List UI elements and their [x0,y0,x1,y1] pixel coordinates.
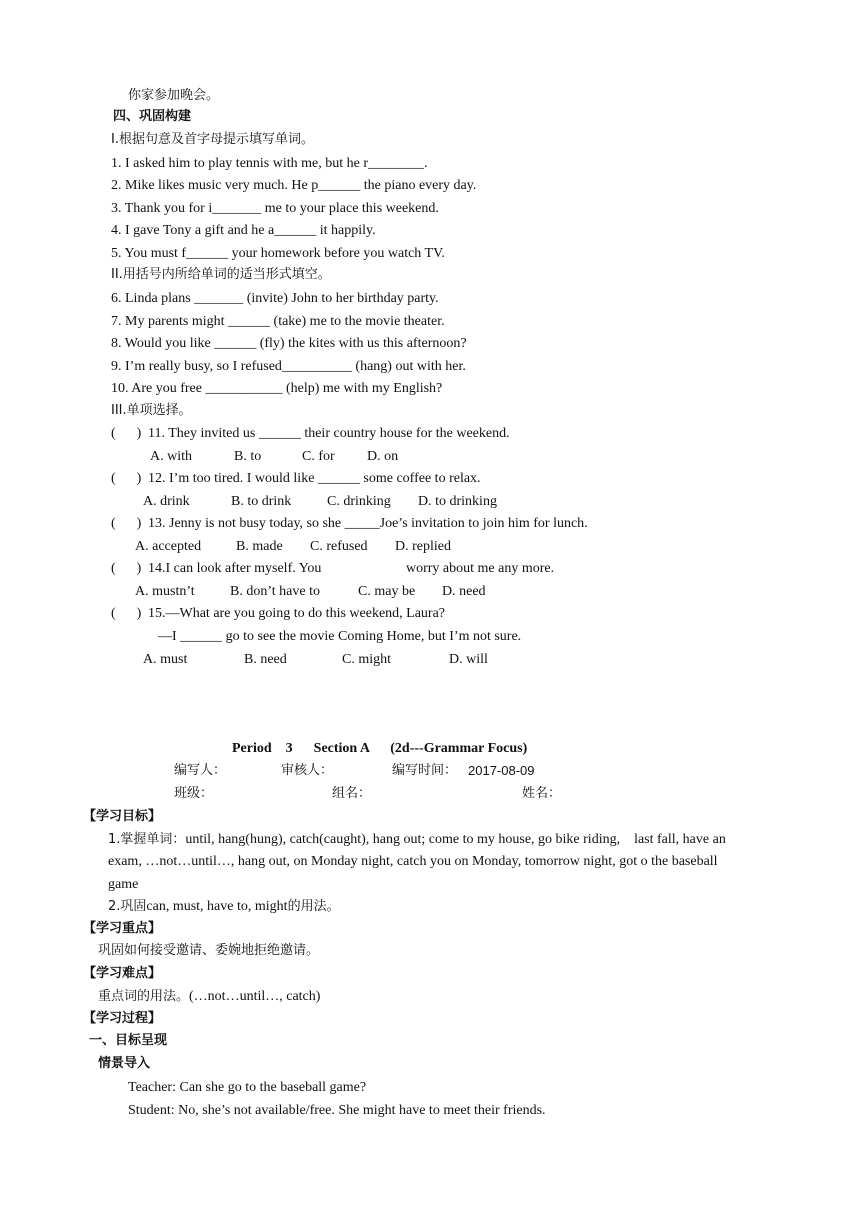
question-4: 4. I gave Tony a gift and he a______ it happily. [111,223,376,238]
q14-option-d: D. need [442,584,486,599]
period-title: Period 3 Section A (2d---Grammar Focus) [232,741,528,756]
q15-option-b: B. need [244,652,287,667]
goal-2-prefix: 2.巩固 [108,899,147,914]
step-1-heading: 一、目标呈现 [89,1033,168,1048]
q11-option-b: B. to [234,449,262,464]
learning-focus-text: 巩固如何接受邀请、委婉地拒绝邀请。 [98,943,320,958]
goal-2-modals: can, must, have to, might [146,899,288,914]
question-11: 11. They invited us ______ their country house for the weekend. [148,426,510,441]
q12-option-b: B. to drink [231,494,292,509]
group-label: 组名： [332,786,372,801]
question-8: 8. Would you like ______ (fly) the kites with us this afternoon? [111,336,467,351]
continuation-text: 你家参加晚会。 [128,88,220,103]
student-line: Student: No, she’s not available/free. She might have to meet their friends. [128,1103,546,1118]
goal-1-prefix: 1.掌握单词： [108,832,186,847]
question-15: 15.—What are you going to do this weekend, Laura? [148,606,446,621]
section-heading-consolidate: 四、巩固构建 [113,109,192,124]
difficulty-text-cn: 重点词的用法。 [98,989,190,1004]
question-7: 7. My parents might ______ (take) me to the movie theater. [111,314,445,329]
reviewer-label: 审核人： [281,763,334,778]
date-label: 编写时间： [392,763,458,778]
q12-option-a: A. drink [143,494,190,509]
question-1: 1. I asked him to play tennis with me, but he r________. [111,156,428,171]
difficulty-text-en: (…not…until…, catch) [189,989,321,1004]
question-5: 5. You must f______ your homework before you watch TV. [111,246,445,261]
question-14-part-2: worry about me any more. [406,561,555,576]
teacher-line: Teacher: Can she go to the baseball game? [128,1080,367,1095]
q13-option-d: D. replied [395,539,451,554]
answer-blank-14: ( ) [111,561,142,576]
q15-option-a: A. must [143,652,188,667]
goal-2-suffix: 的用法。 [287,899,340,914]
q11-option-d: D. on [367,449,399,464]
part-3-instruction: III.单项选择。 [111,403,192,418]
goal-1-words: until, hang(hung), catch(caught), hang out; come to my house, go bike riding, last fall, have an [185,832,726,847]
q14-option-b: B. don’t have to [230,584,320,599]
learning-difficulty-text [98,988,320,1006]
class-label: 班级： [174,786,214,801]
answer-blank-11: ( ) [111,426,142,441]
question-14-part-1: 14.I can look after myself. You [148,561,322,576]
question-6: 6. Linda plans _______ (invite) John to her birthday party. [111,291,439,306]
q12-option-c: C. drinking [327,494,391,509]
scenario-intro-heading: 情景导入 [98,1056,151,1071]
question-2: 2. Mike likes music very much. He p______ the piano every day. [111,178,477,193]
q15-option-d: D. will [449,652,488,667]
part-1-instruction: I.根据句意及首字母提示填写单词。 [111,132,314,147]
q11-option-c: C. for [302,449,335,464]
question-13: 13. Jenny is not busy today, so she _____Joe’s invitation to join him for lunch. [148,516,588,531]
learning-focus-heading: 【学习重点】 [83,921,162,936]
question-10: 10. Are you free ___________ (help) me with my English? [111,381,443,396]
q13-option-c: C. refused [310,539,368,554]
question-12: 12. I’m too tired. I would like ______ some coffee to relax. [148,471,481,486]
q13-option-a: A. accepted [135,539,202,554]
goal-1-line-1 [108,831,726,849]
date-value: 2017-08-09 [468,763,535,778]
name-label: 姓名： [522,786,562,801]
question-9: 9. I’m really busy, so I refused__________ (hang) out with her. [111,359,466,374]
learning-process-heading: 【学习过程】 [83,1011,162,1026]
learning-difficulty-heading: 【学习难点】 [83,966,162,981]
q14-option-a: A. mustn’t [135,584,195,599]
question-3: 3. Thank you for i_______ me to your place this weekend. [111,201,439,216]
editor-label: 编写人： [174,763,227,778]
question-15-reply: —I ______ go to see the movie Coming Home, but I’m not sure. [158,629,522,644]
learning-goals-heading: 【学习目标】 [83,809,162,824]
answer-blank-12: ( ) [111,471,142,486]
q14-option-c: C. may be [358,584,416,599]
q13-option-b: B. made [236,539,283,554]
answer-blank-15: ( ) [111,606,142,621]
answer-blank-13: ( ) [111,516,142,531]
goal-1-line-3: game [108,877,139,892]
part-2-instruction: II.用括号内所给单词的适当形式填空。 [111,267,331,282]
goal-2 [108,898,340,916]
q11-option-a: A. with [150,449,192,464]
q12-option-d: D. to drinking [418,494,497,509]
goal-1-line-2: exam, …not…until…, hang out, on Monday night, catch you on Monday, tomorrow night, got o the baseball [108,854,718,869]
q15-option-c: C. might [342,652,392,667]
